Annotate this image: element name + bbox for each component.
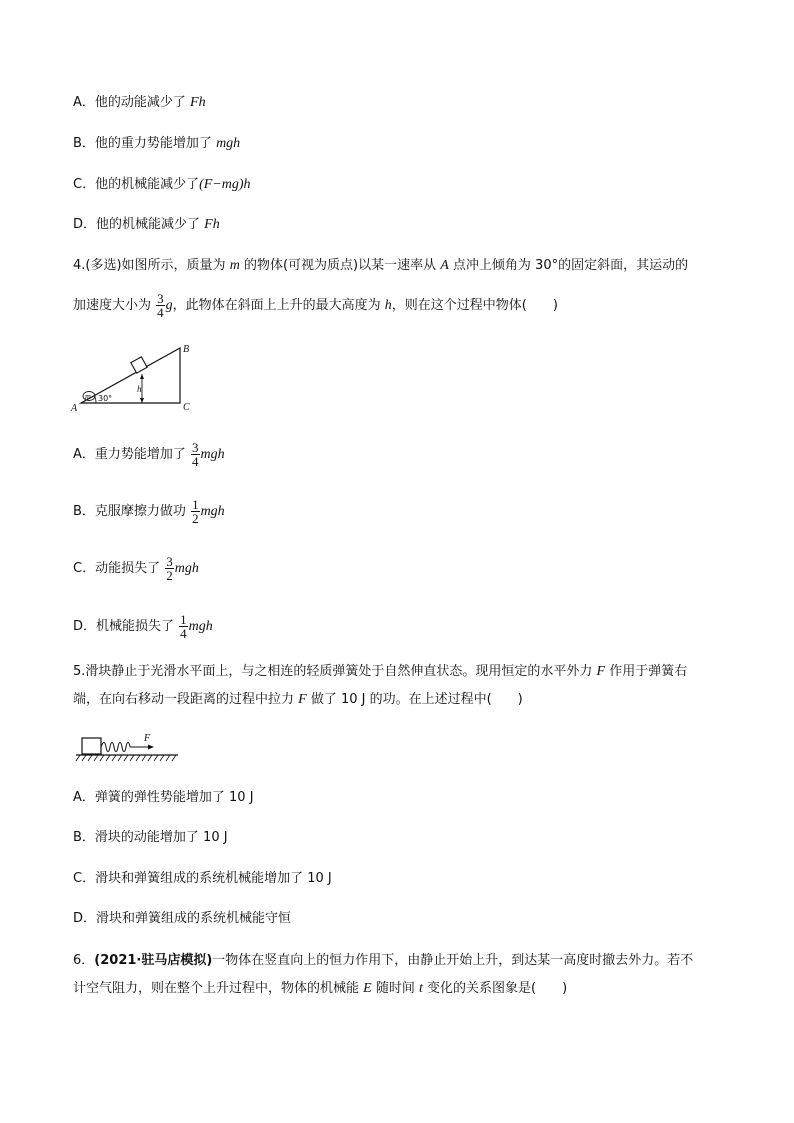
height-symbol: h: [384, 298, 392, 313]
stem-text: ，此物体在斜面上上升的最大高度为: [172, 298, 385, 313]
q3-option-c: [73, 175, 251, 195]
q4-stem-line2: [73, 292, 558, 319]
stem-text: 作用于弹簧右: [605, 664, 688, 679]
denominator: 4: [157, 305, 164, 320]
label-h: h: [137, 384, 142, 394]
gravity-symbol: g: [165, 298, 173, 313]
q5-option-c: [73, 869, 332, 889]
stem-text: 变化的关系图象是( ): [422, 981, 568, 996]
block-icon: [82, 738, 101, 754]
option-text: B．他的重力势能增加了: [73, 136, 217, 151]
numerator: 1: [192, 497, 199, 512]
q4-option-a: [73, 441, 225, 468]
numerator: 3: [192, 440, 199, 455]
option-text: B．滑块的动能增加了 10 J: [73, 830, 228, 845]
q5-stem-line1: [73, 662, 687, 682]
stem-text: 随时间: [371, 981, 419, 996]
label-c: C: [183, 402, 190, 413]
arrow-head-down: [140, 398, 144, 403]
q5-option-d: [73, 909, 291, 929]
stem-text: 的物体(可视为质点)以某一速率从: [239, 258, 441, 273]
stem-text: 4.(多选)如图所示，质量为: [73, 258, 230, 273]
denominator: 2: [192, 511, 199, 526]
arrow-head-up: [140, 374, 144, 379]
option-text: D．机械能损失了: [73, 619, 179, 634]
spring-block-figure: [72, 730, 182, 768]
spring-icon: [101, 743, 130, 752]
label-a: A: [71, 403, 78, 414]
option-text: C．滑块和弹簧组成的系统机械能增加了 10 J: [73, 871, 332, 886]
stem-text: 加速度大小为: [73, 298, 156, 313]
q6-stem-line2: [73, 979, 567, 999]
option-text: A．重力势能增加了: [73, 447, 191, 462]
numerator: 1: [180, 612, 187, 627]
option-text: D．滑块和弹簧组成的系统机械能守恒: [73, 911, 292, 926]
label-b: B: [183, 344, 190, 355]
option-expression: mgh: [200, 504, 225, 519]
time-symbol: t: [418, 981, 423, 996]
fraction: [191, 498, 200, 525]
angle-arc: [95, 396, 97, 403]
numerator: 3: [166, 554, 173, 569]
fraction: [165, 555, 174, 582]
stem-text: 点冲上倾角为 30°的固定斜面，其运动的: [448, 258, 689, 273]
stem-text: 5.滑块静止于光滑水平面上，与之相连的轻质弹簧处于自然伸直状态。现用恒定的水平外力: [73, 664, 597, 679]
option-expression: mgh: [200, 447, 225, 462]
denominator: 4: [192, 454, 199, 469]
label-m: m: [85, 392, 91, 401]
fraction: [156, 292, 165, 319]
label-f: F: [144, 733, 151, 744]
label-angle: 30°: [98, 394, 113, 403]
option-text: C．动能损失了: [73, 561, 165, 576]
stem-text: 一物体在竖直向上的恒力作用下，由静止开始上升，到达某一高度时撤去外力。若不: [212, 953, 694, 968]
question-source: (2021·驻马店模拟): [94, 953, 213, 968]
arrow-head-right: [148, 745, 154, 750]
question-number: 6．: [73, 953, 95, 968]
option-text: A．他的动能减少了: [73, 95, 191, 110]
option-expression: mgh: [174, 561, 199, 576]
stem-text: 做了 10 J 的功。在上述过程中( ): [306, 692, 523, 707]
option-text: D．他的机械能减少了: [73, 217, 205, 232]
option-expression: (F−mg)h: [199, 177, 251, 192]
incline-figure: [70, 338, 200, 414]
ground-hatching: [76, 755, 176, 761]
option-expression: mgh: [188, 619, 213, 634]
option-text: C．他的机械能减少了: [73, 177, 200, 192]
q5-option-a: [73, 788, 254, 808]
denominator: 4: [180, 626, 187, 641]
q4-stem-line1: [73, 256, 688, 276]
stem-text: ，则在这个过程中物体( ): [391, 298, 558, 313]
q3-option-d: [73, 215, 220, 235]
stem-text: 端，在向右移动一段距离的过程中拉力: [73, 692, 299, 707]
denominator: 2: [166, 568, 173, 583]
point-symbol: A: [440, 258, 449, 273]
mass-symbol: m: [229, 258, 240, 273]
option-expression: Fh: [190, 95, 206, 110]
q6-stem-line1: [73, 951, 693, 971]
option-expression: mgh: [216, 136, 241, 151]
fraction: [191, 441, 200, 468]
fraction: [179, 613, 188, 640]
q4-option-d: [73, 613, 213, 640]
option-text: A．弹簧的弹性势能增加了 10 J: [73, 790, 254, 805]
q3-option-a: [73, 93, 206, 113]
force-symbol: F: [596, 664, 606, 679]
q4-option-b: [73, 498, 225, 525]
q5-stem-line2: [73, 690, 523, 710]
force-symbol: F: [298, 692, 307, 707]
energy-symbol: E: [363, 981, 372, 996]
q4-option-c: [73, 555, 199, 582]
stem-text: 计空气阻力，则在整个上升过程中，物体的机械能: [73, 981, 364, 996]
numerator: 3: [157, 291, 164, 306]
block-icon: [131, 357, 147, 373]
q3-option-b: [73, 134, 240, 154]
option-text: B．克服摩擦力做功: [73, 504, 191, 519]
incline-triangle: [81, 348, 180, 403]
q5-option-b: [73, 828, 228, 848]
option-expression: Fh: [204, 217, 220, 232]
